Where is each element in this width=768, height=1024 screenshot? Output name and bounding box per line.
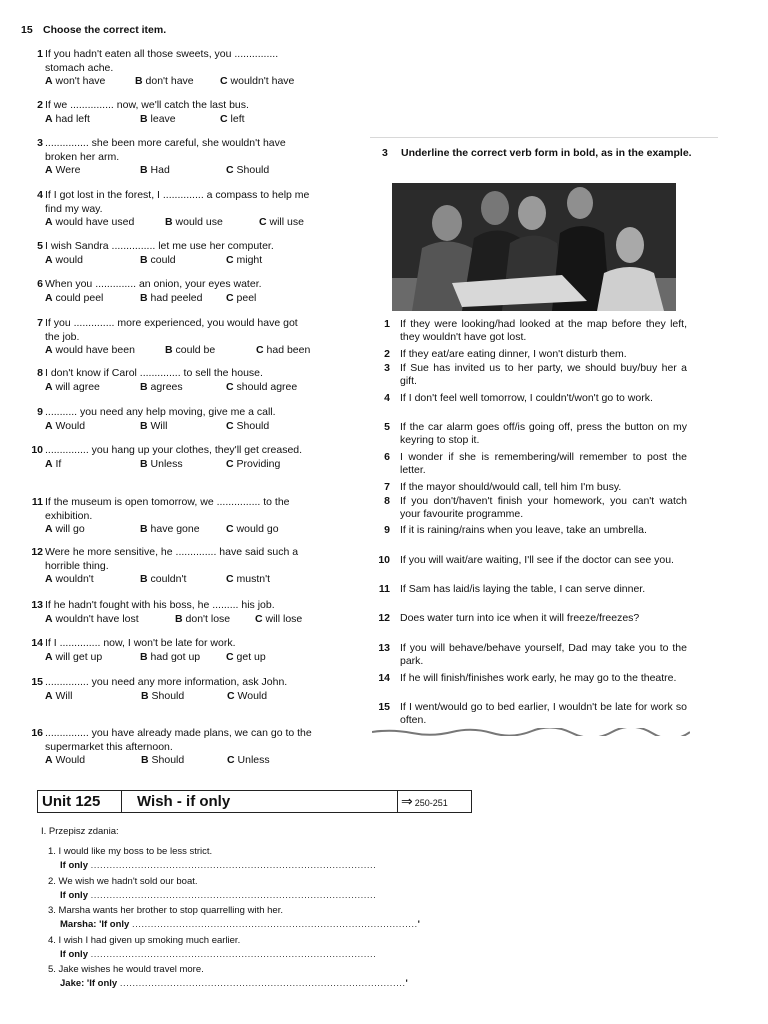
option-b-text: don't lose [185, 612, 231, 625]
exercise-item [375, 524, 687, 537]
option-a-text: will go [55, 523, 85, 535]
answer-options [45, 216, 315, 230]
exercise-item [375, 701, 687, 727]
answer-prompt: If only [60, 860, 88, 871]
option-b-text: don't have [145, 75, 194, 87]
option-a-text: will agree [55, 380, 100, 393]
option-a[interactable]: A Will [45, 689, 73, 702]
option-a-text: Would [55, 754, 86, 766]
option-b[interactable]: B don't lose [175, 612, 231, 625]
item-text[interactable]: If you will behave/behave yourself, Dad may take you to the park. [400, 642, 687, 668]
exercise-item [375, 362, 687, 388]
answer-options [45, 420, 315, 434]
rewrite-item [48, 963, 468, 991]
option-c[interactable]: C mustn't [226, 573, 271, 585]
option-b-text: agrees [150, 380, 183, 393]
answer-options [45, 651, 315, 665]
answer-end: ' [417, 919, 420, 930]
exercise-item [375, 348, 687, 361]
question-number: 1 [37, 48, 43, 60]
question-item [25, 727, 315, 768]
option-a[interactable]: A will get up [45, 650, 103, 663]
question-item [25, 137, 315, 178]
option-b[interactable]: B Should [141, 689, 185, 702]
item-number: 2 [384, 348, 390, 360]
option-b[interactable]: B agrees [140, 380, 183, 393]
question-number: 7 [37, 317, 43, 329]
option-b-text: had got up [150, 650, 201, 663]
exercise-item [375, 554, 687, 567]
item-text[interactable]: If Sam has laid/is laying the table, I can serve dinner. [400, 583, 646, 595]
option-c-text: left [230, 112, 245, 125]
option-b-text: Unless [150, 457, 183, 470]
answer-options [45, 113, 315, 127]
option-c[interactable]: C will lose [255, 612, 303, 625]
item-number: 14 [378, 672, 390, 684]
question-text: ............... she been more careful, she wouldn't have broken her arm. [45, 137, 286, 163]
question-item [25, 406, 315, 434]
option-a-text: would [55, 253, 83, 266]
page-reference [399, 791, 471, 812]
item-number: 10 [378, 554, 390, 566]
page-reference-text: 250-251 [414, 798, 448, 808]
item-text[interactable]: If they were looking/had looked at the map before they left, they wouldn't have got lost. [400, 318, 687, 344]
option-c-text: Unless [237, 754, 270, 766]
question-text: ........... you need any help moving, give me a call. [45, 406, 276, 418]
option-c-text: Should [236, 164, 270, 176]
question-number: 12 [31, 546, 43, 558]
answer-end: ' [405, 978, 408, 989]
option-c[interactable]: C Would [227, 689, 268, 702]
question-text: I wish Sandra ............... let me use her computer. [45, 240, 274, 252]
option-a[interactable]: A would have been [45, 344, 135, 356]
answer-options [45, 75, 315, 89]
item-number: 9 [384, 524, 390, 536]
option-a[interactable]: A will go [45, 523, 85, 535]
answer-options [45, 344, 315, 358]
option-a[interactable]: A wouldn't have lost [45, 612, 139, 625]
option-c[interactable]: C Unless [227, 754, 270, 766]
option-a-text: will get up [55, 650, 103, 663]
answer-options [45, 523, 315, 537]
item-text[interactable]: If the mayor should/would call, tell him I'm busy. [400, 481, 622, 493]
item-number: 13 [378, 642, 390, 654]
option-b[interactable]: B would use [165, 216, 223, 228]
option-a[interactable]: A won't have [45, 75, 106, 87]
item-text[interactable]: Does water turn into ice when it will freeze/freezes? [400, 612, 640, 624]
question-number: 2 [37, 99, 43, 111]
option-b[interactable]: B had got up [140, 650, 201, 663]
question-item [25, 99, 315, 127]
option-a-text: wouldn't [55, 573, 94, 585]
item-text[interactable]: If it is raining/rains when you leave, take an umbrella. [400, 524, 647, 536]
question-text: If you hadn't eaten all those sweets, you ............... stomach ache. [45, 48, 279, 74]
question-text: I don't know if Carol .............. to sell the house. [45, 367, 263, 379]
item-number: 15 [378, 701, 390, 713]
answer-options [45, 164, 315, 178]
option-c-text: Providing [236, 457, 281, 470]
question-number: 4 [37, 189, 43, 201]
item-number: 7 [384, 481, 390, 493]
option-c-text: wouldn't have [230, 75, 295, 87]
exercise-15-heading [21, 24, 166, 36]
option-b-text: Should [151, 689, 185, 702]
question-text: If he hadn't fought with his boss, he ......... his job. [45, 599, 275, 611]
option-b-text: would use [175, 216, 223, 228]
question-number: 9 [37, 406, 43, 418]
question-text: ............... you hang up your clothes, they'll get creased. [45, 444, 303, 456]
option-c-text: should agree [236, 380, 298, 393]
unit-title: Wish - if only [123, 791, 398, 812]
item-text[interactable]: If I don't feel well tomorrow, I couldn't/won't go to work. [400, 392, 653, 404]
question-number: 14 [31, 637, 43, 649]
option-b[interactable]: B couldn't [140, 573, 187, 585]
sentence-text: 3. Marsha wants her brother to stop quarrelling with her. [48, 905, 283, 916]
answer-prompt: Marsha: 'If only [60, 919, 130, 930]
option-c-text: will use [269, 216, 304, 228]
answer-line[interactable] [60, 948, 468, 962]
item-number: 12 [378, 612, 390, 624]
sentence-text: 2. We wish we hadn't sold our boat. [48, 876, 198, 887]
question-number: 5 [37, 240, 43, 252]
question-item [25, 278, 315, 306]
option-a[interactable]: A had left [45, 112, 90, 125]
question-item [25, 48, 315, 89]
answer-line[interactable] [60, 918, 468, 932]
exercise-item [375, 583, 687, 596]
option-b-text: could [150, 253, 176, 266]
exercise-item [375, 318, 687, 344]
question-number: 10 [31, 444, 43, 456]
option-a[interactable]: A wouldn't [45, 573, 94, 585]
option-a[interactable]: A would [45, 253, 83, 266]
exercise-item [375, 672, 687, 685]
option-c[interactable]: C might [226, 253, 263, 266]
sentence-text: 1. I would like my boss to be less strict. [48, 846, 213, 857]
question-item [25, 444, 315, 472]
option-c-text: Would [237, 689, 268, 702]
exercise-item [375, 421, 687, 447]
option-c-text: get up [236, 650, 266, 663]
answer-prompt: If only [60, 949, 88, 960]
item-text[interactable]: If you will wait/are waiting, I'll see if the doctor can see you. [400, 554, 674, 566]
option-c-text: Should [236, 419, 270, 432]
item-number: 4 [384, 392, 390, 404]
question-item [25, 317, 315, 358]
question-item [25, 546, 315, 587]
option-b[interactable]: B don't have [135, 75, 194, 87]
exercise-item [375, 451, 687, 477]
option-a-text: could peel [55, 291, 104, 304]
item-number: 5 [384, 421, 390, 433]
question-item [25, 637, 315, 665]
exercise-3-heading [382, 146, 712, 160]
answer-blank[interactable]: ........................................................................................... [90, 949, 377, 960]
exercise-item [375, 642, 687, 668]
exercise-instruction: Choose the correct item. [43, 24, 167, 36]
divider [370, 137, 718, 138]
option-b[interactable]: B Will [140, 419, 168, 432]
item-text[interactable]: If they eat/are eating dinner, I won't disturb them. [400, 348, 627, 360]
arrow-right-icon: ⇒ [401, 793, 413, 809]
question-text: If we ............... now, we'll catch the last bus. [45, 99, 249, 111]
option-a-text: Will [55, 689, 73, 702]
option-a[interactable]: A Were [45, 164, 81, 176]
option-a-text: would have been [55, 344, 135, 356]
option-a-text: wouldn't have lost [55, 612, 139, 625]
question-text: If the museum is open tomorrow, we ............... to the exhibition. [45, 496, 290, 522]
question-text: ............... you need any more information, ask John. [45, 676, 288, 688]
option-a-text: won't have [55, 75, 106, 87]
option-b[interactable]: B Unless [140, 457, 183, 470]
answer-prompt: Jake: 'If only [60, 978, 118, 989]
option-a[interactable]: A Would [45, 419, 86, 432]
item-number: 8 [384, 495, 390, 507]
answer-options [45, 573, 315, 587]
answer-options [45, 754, 315, 768]
answer-options [45, 381, 315, 395]
answer-line[interactable] [60, 977, 468, 991]
question-text: If I .............. now, I won't be late for work. [45, 637, 236, 649]
item-text[interactable]: If you don't/haven't finish your homework, you can't watch your favourite programme. [400, 495, 687, 521]
option-b-text: Should [151, 754, 185, 766]
option-c[interactable]: C should agree [226, 380, 298, 393]
question-item [25, 367, 315, 395]
option-c[interactable]: C get up [226, 650, 266, 663]
question-item [25, 240, 315, 268]
question-number: 6 [37, 278, 43, 290]
unit-header [37, 790, 472, 813]
option-a-text: Were [55, 164, 81, 176]
option-c-text: will lose [265, 612, 303, 625]
answer-blank[interactable]: ........................................................................................... [90, 860, 377, 871]
item-text[interactable]: If I went/would go to bed earlier, I wouldn't be late for work so often. [400, 701, 687, 727]
option-a[interactable]: A would have used [45, 216, 135, 228]
exercise-item [375, 481, 687, 494]
option-a[interactable]: A could peel [45, 291, 104, 304]
task-heading: I. Przepisz zdania: [41, 826, 119, 837]
item-number: 11 [378, 583, 390, 595]
photo-people-looking-at-map [392, 183, 676, 311]
option-b-text: Had [150, 164, 170, 176]
option-c-text: would go [236, 523, 279, 535]
option-c-text: had been [266, 344, 311, 356]
option-c[interactable]: C would go [226, 523, 279, 535]
exercise-instruction: Underline the correct verb form in bold, as in the example. [401, 147, 692, 159]
option-a[interactable]: A Would [45, 754, 86, 766]
option-c-text: peel [236, 291, 257, 304]
question-number: 13 [31, 599, 43, 611]
option-b-text: have gone [150, 523, 200, 535]
option-b-text: couldn't [150, 573, 187, 585]
question-item [25, 189, 315, 230]
question-number: 16 [31, 727, 43, 739]
option-b[interactable]: B had peeled [140, 291, 203, 304]
answer-options [45, 613, 315, 627]
answer-line[interactable] [60, 889, 468, 903]
option-c-text: mustn't [236, 573, 271, 585]
question-item [25, 599, 315, 627]
option-b-text: had peeled [150, 291, 203, 304]
option-c-text: might [236, 253, 263, 266]
rewrite-item [48, 934, 468, 962]
answer-blank[interactable]: ........................................................................................... [119, 978, 406, 989]
answer-blank[interactable]: ........................................................................................... [131, 919, 418, 930]
option-c[interactable]: C Should [226, 419, 270, 432]
exercise-number: 15 [21, 24, 33, 36]
option-c[interactable]: C will use [259, 216, 304, 228]
question-number: 15 [31, 676, 43, 688]
item-number: 3 [384, 362, 390, 374]
option-a[interactable]: A If [45, 457, 62, 470]
option-a-text: If [55, 457, 62, 470]
option-a-text: Would [55, 419, 86, 432]
exercise-number: 3 [382, 147, 388, 159]
rewrite-item [48, 845, 468, 873]
option-b-text: Will [150, 419, 168, 432]
sentence-text: 5. Jake wishes he would travel more. [48, 964, 204, 975]
option-c[interactable]: C had been [256, 344, 311, 356]
option-b[interactable]: B leave [140, 112, 176, 125]
answer-options [45, 690, 315, 704]
option-b-text: could be [175, 344, 216, 356]
option-b[interactable]: B Had [140, 164, 170, 176]
answer-prompt: If only [60, 890, 88, 901]
sentence-text: 4. I wish I had given up smoking much earlier. [48, 935, 241, 946]
question-text: If you .............. more experienced, you would have got the job. [45, 317, 298, 343]
option-a-text: had left [55, 112, 90, 125]
item-text[interactable]: If the car alarm goes off/is going off, press the button on my keyring to stop it. [400, 421, 687, 447]
option-b[interactable]: B Should [141, 754, 185, 766]
answer-options [45, 292, 315, 306]
item-text[interactable]: I wonder if she is remembering/will remember to post the letter. [400, 451, 687, 477]
option-c[interactable]: C Providing [226, 457, 281, 470]
torn-edge [372, 728, 690, 736]
option-a-text: would have used [55, 216, 135, 228]
answer-options [45, 254, 315, 268]
rewrite-item [48, 904, 468, 932]
question-number: 3 [37, 137, 43, 149]
question-text: Were he more sensitive, he .............. have said such a horrible thing. [45, 546, 299, 572]
answer-options [45, 458, 315, 472]
option-a[interactable]: A will agree [45, 380, 100, 393]
question-item [25, 496, 315, 537]
question-text: ............... you have already made plans, we can go to the supermarket this afternoon. [45, 727, 312, 753]
exercise-item [375, 392, 687, 405]
exercise-item [375, 495, 687, 521]
option-b[interactable]: B could [140, 253, 176, 266]
rewrite-item [48, 875, 468, 903]
option-c[interactable]: C Should [226, 164, 270, 176]
item-number: 6 [384, 451, 390, 463]
item-text[interactable]: If he will finish/finishes work early, he may go to the theatre. [400, 672, 677, 684]
option-b-text: leave [150, 112, 176, 125]
option-b[interactable]: B have gone [140, 523, 200, 535]
question-text: If I got lost in the forest, I .............. a compass to help me find my way. [45, 189, 310, 215]
item-number: 1 [384, 318, 390, 330]
option-c[interactable]: C wouldn't have [220, 75, 295, 87]
question-number: 8 [37, 367, 43, 379]
answer-line[interactable] [60, 859, 468, 873]
question-text: When you .............. an onion, your eyes water. [45, 278, 262, 290]
question-item [25, 676, 315, 704]
option-b[interactable]: B could be [165, 344, 216, 356]
item-text[interactable]: If Sue has invited us to her party, we should buy/buy her a gift. [400, 362, 687, 388]
unit-label: Unit 125 [38, 791, 122, 812]
answer-blank[interactable]: ........................................................................................... [90, 890, 377, 901]
option-c[interactable]: C peel [226, 291, 257, 304]
question-number: 11 [31, 496, 43, 508]
option-c[interactable]: C left [220, 112, 245, 125]
exercise-item [375, 612, 687, 625]
